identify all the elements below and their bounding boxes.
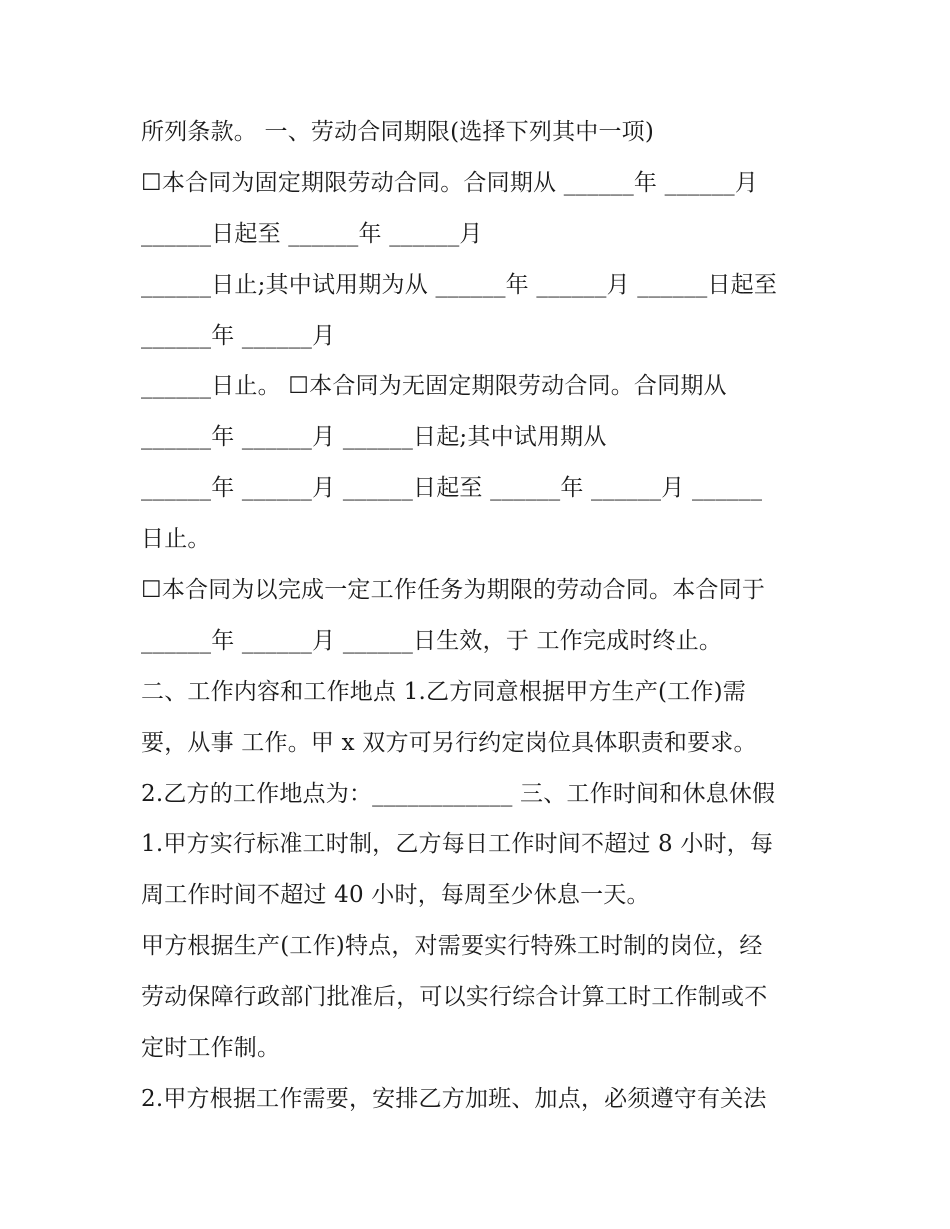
line-text: ______年 ______月 ______日起至 ______年 ______月 ______ bbox=[141, 475, 763, 502]
text-line bbox=[141, 718, 821, 769]
text-line bbox=[141, 463, 821, 514]
text-line bbox=[141, 1074, 821, 1125]
text-line bbox=[141, 311, 821, 362]
line-text: 所列条款。 一、劳动合同期限(选择下列其中一项) bbox=[141, 119, 655, 145]
line-text: ______年 ______月 ______日起;其中试用期从 bbox=[141, 424, 607, 451]
contract-body bbox=[141, 107, 821, 1125]
line-text: 二、工作内容和工作地点 1.乙方同意根据甲方生产(工作)需 bbox=[141, 678, 747, 705]
text-line bbox=[141, 972, 821, 1023]
text-line bbox=[141, 260, 821, 311]
text-line bbox=[141, 565, 821, 616]
line-text: 周工作时间不超过 40 小时，每周至少休息一天。 bbox=[141, 882, 650, 909]
text-line bbox=[141, 921, 821, 972]
text-line bbox=[141, 412, 821, 463]
line-text: 定时工作制。 bbox=[141, 1035, 281, 1062]
line-text: 甲方根据生产(工作)特点，对需要实行特殊工时制的岗位，经 bbox=[141, 933, 763, 960]
text-line bbox=[141, 769, 821, 820]
text-line bbox=[141, 667, 821, 718]
text-line bbox=[141, 514, 821, 565]
text-line bbox=[141, 1023, 821, 1074]
line-text: 1.甲方实行标准工时制，乙方每日工作时间不超过 8 小时，每 bbox=[141, 831, 774, 858]
text-line bbox=[141, 107, 821, 158]
text-line bbox=[141, 616, 821, 667]
line-text: ______日起至 ______年 ______月 bbox=[141, 220, 483, 247]
line-text: 要，从事 工作。甲 x 双方可另行约定岗位具体职责和要求。 bbox=[141, 729, 757, 756]
line-text: ☐本合同为固定期限劳动合同。合同期从 ______年 ______月 bbox=[141, 169, 759, 196]
text-line bbox=[141, 361, 821, 412]
line-text: ______日止。 ☐本合同为无固定期限劳动合同。合同期从 bbox=[141, 373, 727, 400]
text-line bbox=[141, 209, 821, 260]
line-text: 2.甲方根据工作需要，安排乙方加班、加点，必须遵守有关法 bbox=[141, 1085, 767, 1112]
text-line bbox=[141, 158, 821, 209]
line-text: 日止。 bbox=[141, 526, 211, 553]
text-line bbox=[141, 870, 821, 921]
line-text: ☐本合同为以完成一定工作任务为期限的劳动合同。本合同于 bbox=[141, 577, 766, 604]
text-line bbox=[141, 819, 821, 870]
line-text: ______日止;其中试用期为从 ______年 ______月 ______日起至 bbox=[141, 271, 778, 298]
line-text: ______年 ______月 ______日生效，于 工作完成时终止。 bbox=[141, 627, 723, 654]
line-text: 2.乙方的工作地点为：____________ 三、工作时间和休息休假 bbox=[141, 780, 776, 807]
line-text: 劳动保障行政部门批准后，可以实行综合计算工时工作制或不 bbox=[141, 984, 768, 1011]
line-text: ______年 ______月 bbox=[141, 322, 336, 349]
